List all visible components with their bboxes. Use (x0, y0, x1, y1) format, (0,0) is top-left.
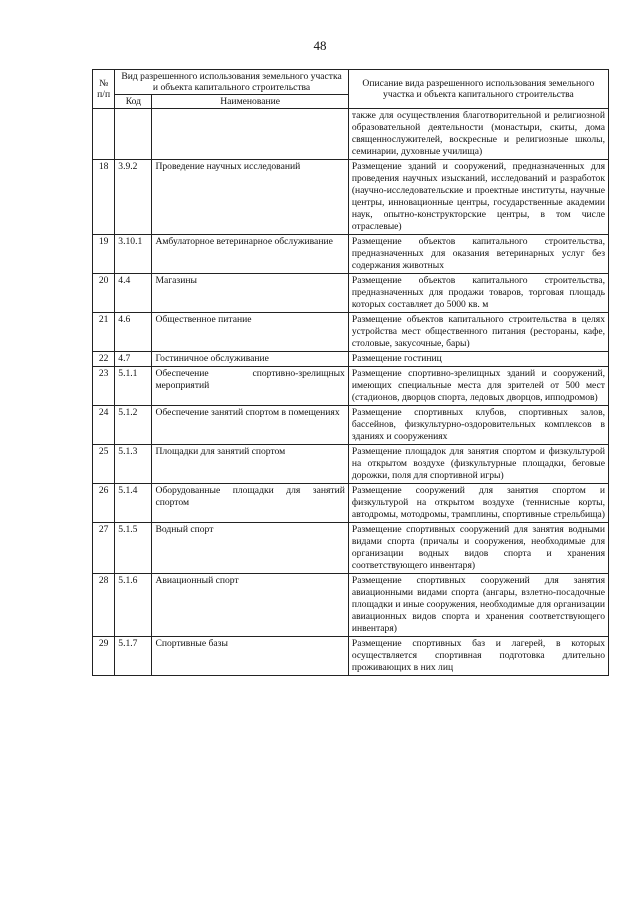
row-description: Размещение объектов капитального строительства, предназначенных для оказания ветеринарных услуг без содержания животных (348, 235, 608, 274)
row-name: Водный спорт (152, 523, 348, 574)
row-name: Оборудованные площадки для занятий спортом (152, 484, 348, 523)
row-name: Гостиничное обслуживание (152, 352, 348, 367)
row-num: 21 (93, 313, 115, 352)
row-description: Размещение спортивных сооружений для занятия авиационными видами спорта (ангары, взлетно-посадочные площадки и иные сооружения, необходимые для организации авиационных видов спорта и хранения соответствующего инвентаря) (348, 574, 608, 637)
row-description: также для осуществления благотворительной и религиозной образовательной деятельности (монастыри, скиты, дома священнослужителей, воскресные и религиозные школы, семинарии, духовные училища) (348, 109, 608, 160)
row-description: Размещение спортивных клубов, спортивных залов, бассейнов, физкультурно-оздоровительных комплексов в зданиях и сооружениях (348, 406, 608, 445)
row-num: 27 (93, 523, 115, 574)
table-row (93, 523, 609, 574)
row-code: 3.9.2 (115, 160, 152, 235)
header-code: Код (115, 95, 152, 109)
header-num: № п/п (93, 70, 115, 109)
row-num: 25 (93, 445, 115, 484)
row-name: Площадки для занятий спортом (152, 445, 348, 484)
row-code: 3.10.1 (115, 235, 152, 274)
row-description: Размещение площадок для занятия спортом и физкультурой на открытом воздухе (физкультурные площадки, беговые дорожки, поля для спортивной игры) (348, 445, 608, 484)
row-code: 5.1.5 (115, 523, 152, 574)
row-name: Обеспечение занятий спортом в помещениях (152, 406, 348, 445)
table-row (93, 313, 609, 352)
row-code: 5.1.2 (115, 406, 152, 445)
row-name: Авиационный спорт (152, 574, 348, 637)
table-row (93, 574, 609, 637)
row-code: 5.1.3 (115, 445, 152, 484)
header-description: Описание вида разрешенного использования земельного участка и объекта капитального строительства (348, 70, 608, 109)
row-description: Размещение гостиниц (348, 352, 608, 367)
row-code: 4.7 (115, 352, 152, 367)
row-description: Размещение зданий и сооружений, предназначенных для проведения научных изысканий, исследований и разработок (научно-исследовательские и проектные институты, научные центры, инновационные центры, государственные академии наук, опытно-конструкторские центры, в том числе отраслевые) (348, 160, 608, 235)
row-num: 22 (93, 352, 115, 367)
table-body (93, 109, 609, 676)
row-code (115, 109, 152, 160)
table-row (93, 445, 609, 484)
row-num: 18 (93, 160, 115, 235)
table-row (93, 484, 609, 523)
row-name: Обеспечение спортивно-зрелищных мероприятий (152, 367, 348, 406)
table-row (93, 367, 609, 406)
row-num: 23 (93, 367, 115, 406)
table-row (93, 160, 609, 235)
table-row (93, 235, 609, 274)
header-group: Вид разрешенного использования земельного участка и объекта капитального строительства (115, 70, 349, 95)
row-name: Спортивные базы (152, 637, 348, 676)
row-num: 19 (93, 235, 115, 274)
row-num: 20 (93, 274, 115, 313)
row-description: Размещение спортивных баз и лагерей, в которых осуществляется спортивная подготовка длительно проживающих в них лиц (348, 637, 608, 676)
row-num: 28 (93, 574, 115, 637)
row-name (152, 109, 348, 160)
row-name: Магазины (152, 274, 348, 313)
row-description: Размещение спортивно-зрелищных зданий и сооружений, имеющих специальные места для зрителей от 500 мест (стадионов, дворцов спорта, ледовых дворцов, ипподромов) (348, 367, 608, 406)
table-row (93, 352, 609, 367)
row-num: 26 (93, 484, 115, 523)
row-code: 4.6 (115, 313, 152, 352)
header-name: Наименование (152, 95, 348, 109)
row-code: 5.1.1 (115, 367, 152, 406)
page-number: 48 (313, 38, 327, 53)
row-description: Размещение сооружений для занятия спортом и физкультурой на открытом воздухе (теннисные корты, автодромы, мотодромы, трамплины, спортивные стрельбища) (348, 484, 608, 523)
table-row (93, 109, 609, 160)
table-row (93, 637, 609, 676)
table-row (93, 274, 609, 313)
row-code: 5.1.6 (115, 574, 152, 637)
row-code: 4.4 (115, 274, 152, 313)
row-description: Размещение объектов капитального строительства, предназначенных для продажи товаров, торговая площадь которых составляет до 5000 кв. м (348, 274, 608, 313)
row-num: 29 (93, 637, 115, 676)
row-name: Общественное питание (152, 313, 348, 352)
row-name: Проведение научных исследований (152, 160, 348, 235)
land-use-table (92, 69, 609, 676)
row-description: Размещение объектов капитального строительства в целях устройства мест общественного питания (рестораны, кафе, столовые, закусочные, бары) (348, 313, 608, 352)
row-code: 5.1.4 (115, 484, 152, 523)
row-num: 24 (93, 406, 115, 445)
table-row (93, 406, 609, 445)
row-num (93, 109, 115, 160)
row-description: Размещение спортивных сооружений для занятия водными видами спорта (причалы и сооружения, необходимые для организации водных видов спорта и хранения соответствующего инвентаря) (348, 523, 608, 574)
row-name: Амбулаторное ветеринарное обслуживание (152, 235, 348, 274)
table-header (93, 70, 609, 109)
row-code: 5.1.7 (115, 637, 152, 676)
